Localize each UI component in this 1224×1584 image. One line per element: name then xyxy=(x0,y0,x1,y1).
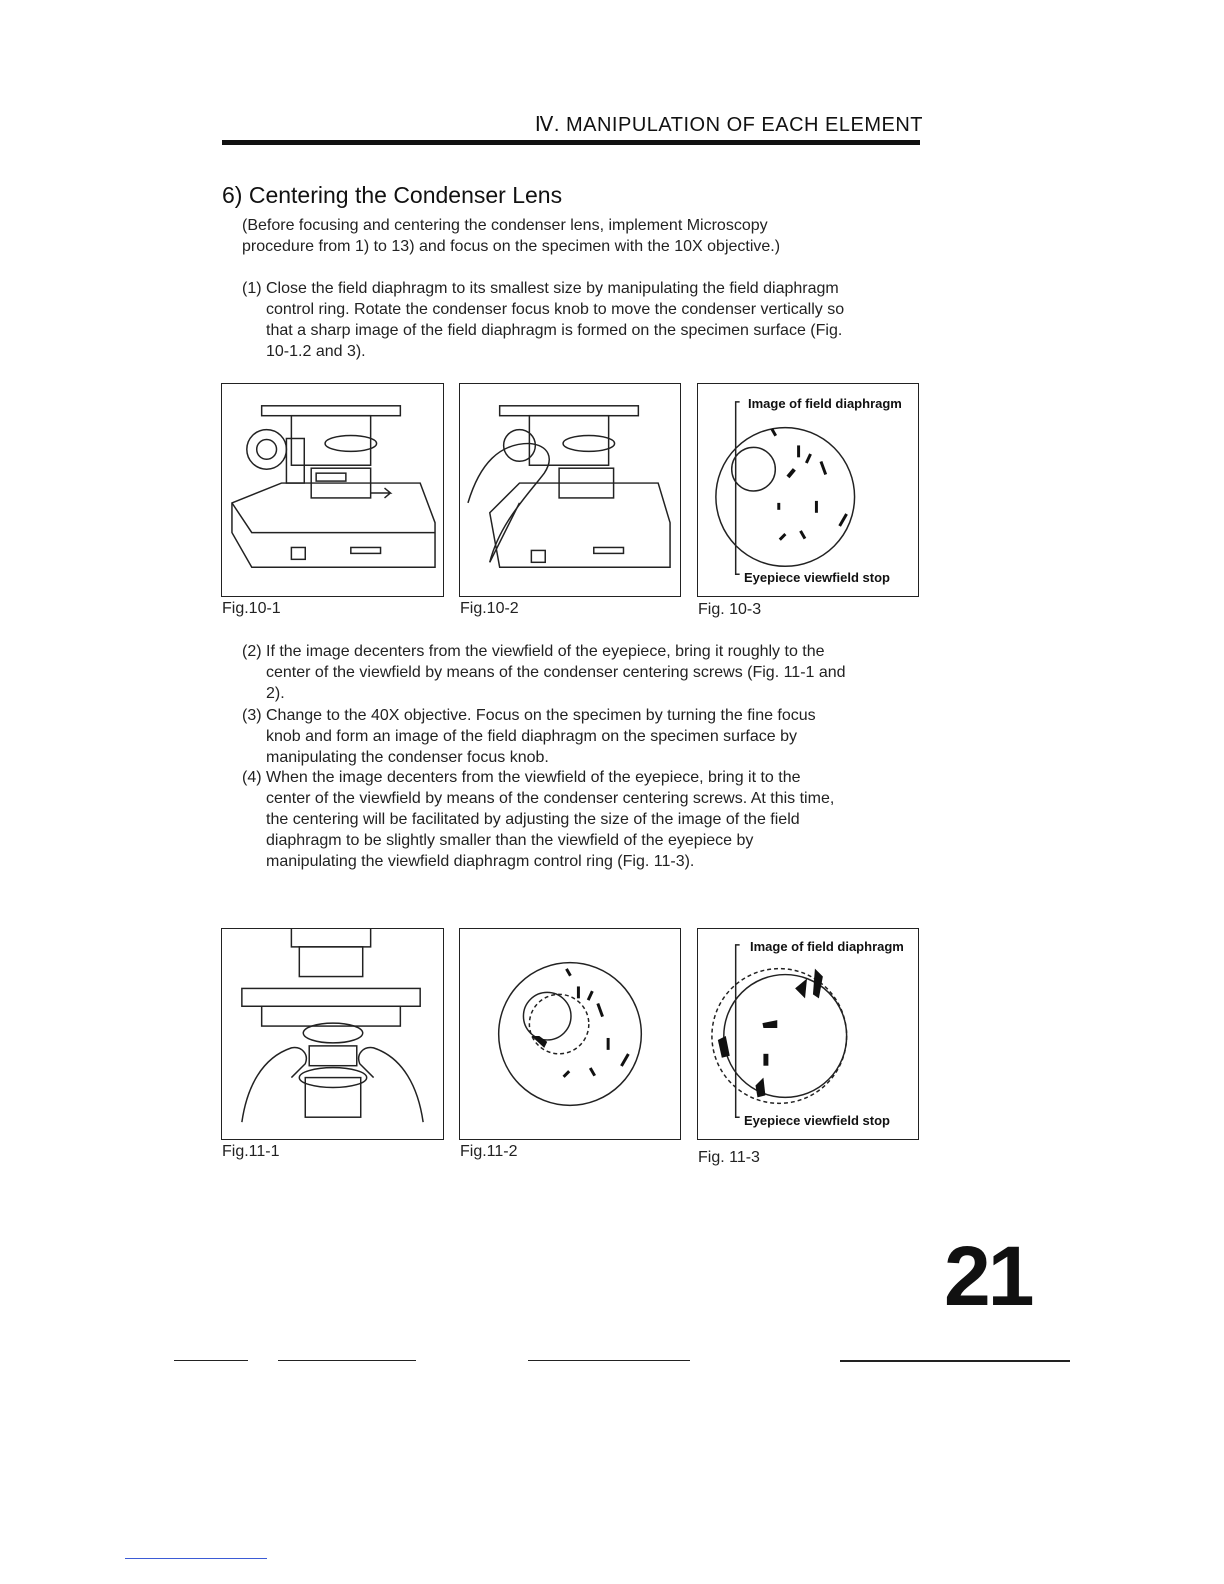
step-2: (2) If the image decenters from the viewfield of the eyepiece, bring it roughly to the center of the viewfield by means of the condenser centering screws (Fig. 11-1 and 2). xyxy=(242,643,846,702)
running-header: Ⅳ. MANIPULATION OF EACH ELEMENT xyxy=(534,114,923,136)
caption-fig-10-1: Fig.10-1 xyxy=(222,600,281,617)
figure-11-1 xyxy=(221,928,444,1140)
header-rule xyxy=(222,140,920,145)
viewfield-diagram-11-2 xyxy=(460,929,680,1139)
caption-fig-11-1: Fig.11-1 xyxy=(222,1143,280,1160)
footer-rule-3 xyxy=(528,1360,690,1361)
condenser-centering-screws-illustration xyxy=(222,929,443,1139)
label-eyepiece-viewfield-stop: Eyepiece viewfield stop xyxy=(744,570,890,585)
caption-fig-10-2: Fig.10-2 xyxy=(460,600,519,617)
step-4: (4) When the image decenters from the viewfield of the eyepiece, bring it to the center of the viewfield by means of the condenser centering screws. At this time, the centering will be facilitated by adjusting the size of the image of the field diaphragm to be slightly smaller than the viewfield of the eyepiece by manipulating the viewfield diaphragm control ring (Fig. 11-3). xyxy=(242,769,835,870)
label-eyepiece-viewfield-stop: Eyepiece viewfield stop xyxy=(744,1113,890,1128)
figure-10-2 xyxy=(459,383,681,597)
caption-fig-10-3: Fig. 10-3 xyxy=(698,601,762,618)
viewfield-diagram-10-3 xyxy=(698,384,918,596)
bottom-blue-rule xyxy=(125,1558,267,1559)
microscope-hand-focus-illustration xyxy=(460,384,680,596)
footer-rule-2 xyxy=(278,1360,416,1361)
caption-fig-11-2: Fig.11-2 xyxy=(460,1143,518,1160)
viewfield-diagram-11-3 xyxy=(698,929,918,1139)
eyepiece-viewfield-circle xyxy=(724,975,847,1098)
eyepiece-viewfield-circle xyxy=(499,963,642,1106)
eyepiece-viewfield-circle xyxy=(716,428,855,567)
step-1: (1) Close the field diaphragm to its smallest size by manipulating the field diaphragm control ring. Rotate the condenser focus knob to move the condenser vertically so that a sharp image of the field diaphragm is formed on the specimen surface (Fig. 10-1.2 and 3). xyxy=(242,280,845,360)
section-title: 6) Centering the Condenser Lens xyxy=(222,182,563,208)
footer-rule-4 xyxy=(840,1360,1070,1362)
label-image-of-field-diaphragm: Image of field diaphragm xyxy=(750,939,904,954)
figure-10-3 xyxy=(697,383,919,597)
label-image-of-field-diaphragm: Image of field diaphragm xyxy=(748,396,902,411)
microscope-base-illustration xyxy=(222,384,443,596)
figure-10-1 xyxy=(221,383,444,597)
page-number: 21 xyxy=(944,1229,1032,1323)
caption-fig-11-3: Fig. 11-3 xyxy=(698,1149,760,1166)
figure-11-3 xyxy=(697,928,919,1140)
footer-rule-1 xyxy=(174,1360,248,1361)
intro-paragraph: (Before focusing and centering the condenser lens, implement Microscopy procedure from 1) to 13) and focus on the specimen with the 10X objective.) xyxy=(242,217,781,255)
figure-11-2 xyxy=(459,928,681,1140)
step-3: (3) Change to the 40X objective. Focus on the specimen by turning the fine focus knob and form an image of the field diaphragm on the specimen surface by manipulating the condenser focus knob. xyxy=(242,707,816,766)
